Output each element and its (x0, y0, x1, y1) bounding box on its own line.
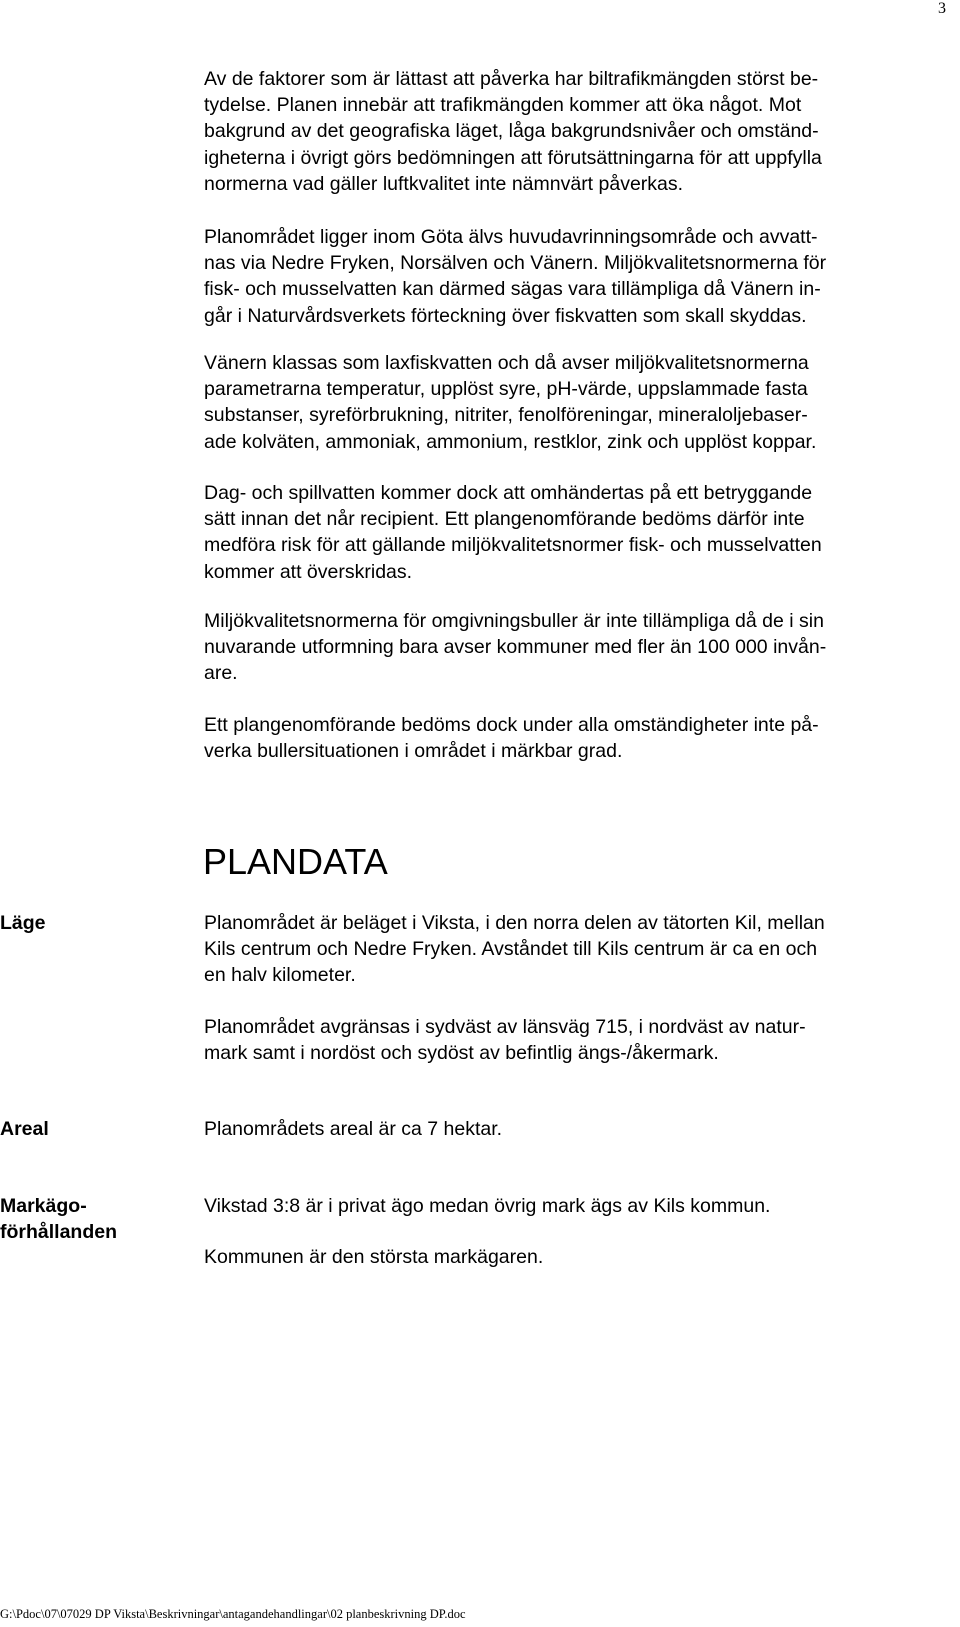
section-label-markagoforhallanden: Markägo- förhållanden (0, 1195, 118, 1244)
markagoforhallanden-paragraph: Kommunen är den största markägaren. (204, 1246, 544, 1268)
intro-paragraph: Av de faktorer som är lättast att påverka har biltrafikmängden störst be- tydelse. Planen innebär att trafikmängden kommer att öka något. Mot bakgrund av det geografiska läget, låga bakgrundsnivåer och omständ- igheterna i övrigt görs bedömningen att förutsättningarna för att uppfylla normerna vad gäller luftkvalitet inte nämnvärt påverkas. (204, 68, 822, 195)
intro-paragraph: Ett plangenomförande bedöms dock under alla omständigheter inte på- verka bullersituationen i området i märkbar grad. (204, 714, 819, 763)
section-heading: PLANDATA (203, 841, 388, 882)
section-label-lage: Läge (0, 912, 46, 934)
intro-paragraph: Vänern klassas som laxfiskvatten och då avser miljökvalitetsnormerna parametrarna temperatur, upplöst syre, pH-värde, uppslammade fasta substanser, syreförbrukning, nitriter, fenolföreningar, mineraloljebaser- ade kolväten, ammoniak, ammonium, restklor, zink och upplöst koppar. (204, 352, 817, 453)
lage-paragraph: Planområdet är beläget i Viksta, i den norra delen av tätorten Kil, mellan Kils centrum och Nedre Fryken. Avståndet till Kils centrum är ca en och en halv kilometer. (204, 912, 825, 987)
areal-paragraph: Planområdets areal är ca 7 hektar. (204, 1118, 503, 1140)
lage-paragraph: Planområdet avgränsas i sydväst av länsväg 715, i nordväst av natur- mark samt i nordöst och sydöst av befintlig ängs-/åkermark. (204, 1016, 806, 1065)
page-number: 3 (938, 0, 946, 17)
intro-paragraph: Planområdet ligger inom Göta älvs huvudavrinningsområde och avvatt- nas via Nedre Fryken, Norsälven och Vänern. Miljökvalitetsnormerna för fisk- och musselvatten kan därmed sägas vara tillämpliga då Vänern in- går i Naturvårdsverkets förteckning över fiskvatten som skall skyddas. (204, 226, 827, 327)
intro-paragraph: Miljökvalitetsnormerna för omgivningsbuller är inte tillämpliga då de i sin nuvarande utformning bara avser kommuner med fler än 100 000 invån- are. (204, 610, 827, 685)
markagoforhallanden-paragraph: Vikstad 3:8 är i privat ägo medan övrig mark ägs av Kils kommun. (204, 1195, 771, 1217)
intro-paragraph: Dag- och spillvatten kommer dock att omhändertas på ett betryggande sätt innan det når recipient. Ett plangenomförande bedöms därför inte medföra risk för att gällande miljökvalitetsnormer fisk- och musselvatten kommer att överskridas. (204, 482, 822, 583)
section-label-areal: Areal (0, 1118, 49, 1140)
footer-file-path: G:\Pdoc\07\07029 DP Viksta\Beskrivningar\antagandehandlingar\02 planbeskrivning DP.doc (0, 1607, 466, 1621)
